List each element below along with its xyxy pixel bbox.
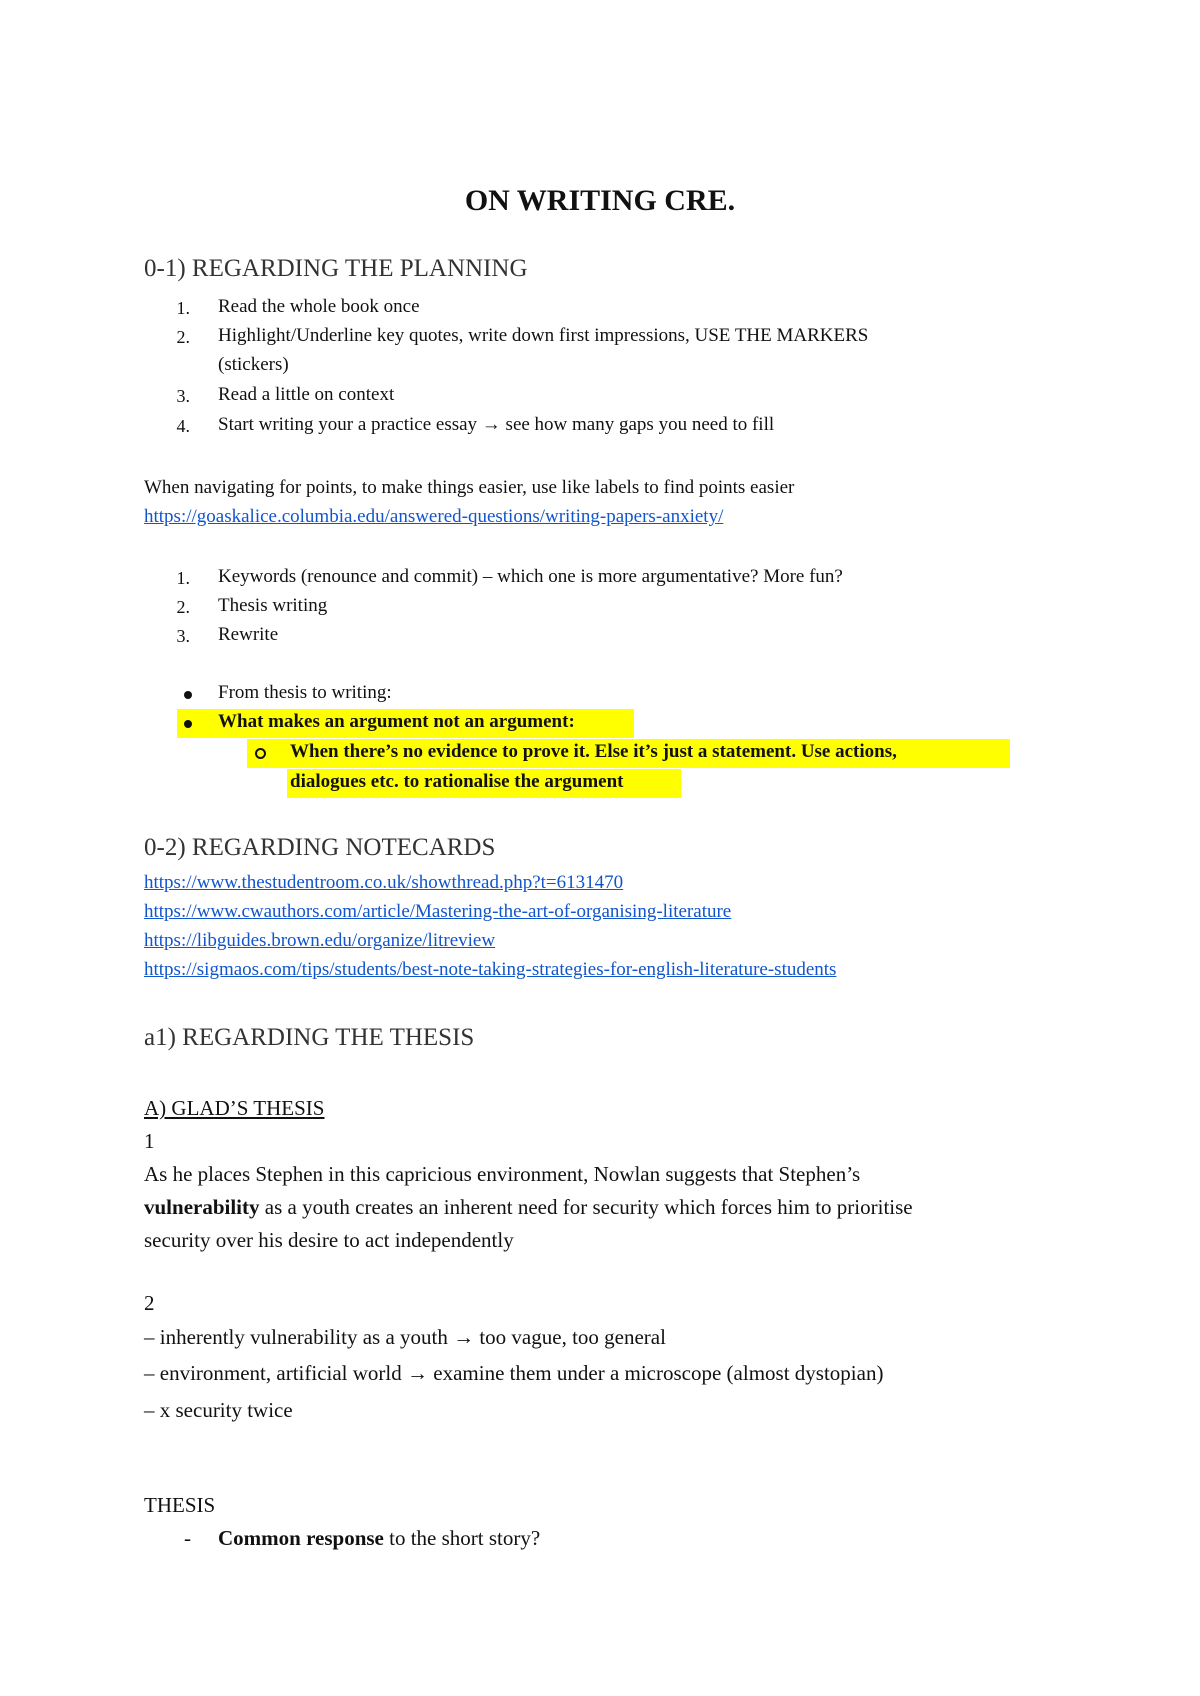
list-item: Thesis writing bbox=[218, 595, 328, 616]
item-number: 2 bbox=[144, 1291, 155, 1315]
highlighted-sub-bullet-text: When there’s no evidence to prove it. Else it’s just a statement. Use actions, bbox=[290, 741, 897, 762]
dash-line: – environment, artificial world → examine them under a microscope (almost dystopian) bbox=[144, 1361, 884, 1385]
page-title: ON WRITING CRE. bbox=[464, 184, 736, 217]
subheading-glads-thesis: A) GLAD’S THESIS bbox=[144, 1096, 325, 1120]
link-sigmaos[interactable]: https://sigmaos.com/tips/students/best-note-taking-strategies-for-english-literature-students bbox=[144, 959, 837, 980]
list-number: 1. bbox=[176, 298, 190, 318]
dash-line: – inherently vulnerability as a youth → too vague, too general bbox=[144, 1325, 666, 1349]
section-heading-planning: 0-1) REGARDING THE PLANNING bbox=[144, 255, 528, 282]
list-item: Keywords (renounce and commit) – which one is more argumentative? More fun? bbox=[218, 566, 843, 587]
sub-bullet-icon bbox=[255, 748, 266, 759]
list-item: Start writing your a practice essay → see how many gaps you need to fill bbox=[218, 414, 775, 435]
dash-bullet: - bbox=[184, 1526, 191, 1550]
link-libguides[interactable]: https://libguides.brown.edu/organize/litreview bbox=[144, 930, 496, 951]
list-number: 4. bbox=[176, 416, 190, 436]
thesis-item-text: to the short story? bbox=[383, 1526, 541, 1550]
list-item: Rewrite bbox=[218, 624, 279, 645]
section-heading-thesis: a1) REGARDING THE THESIS bbox=[144, 1024, 475, 1051]
list-number: 3. bbox=[176, 386, 190, 406]
paragraph-line bbox=[144, 1195, 913, 1220]
paragraph-line: security over his desire to act independently bbox=[144, 1228, 514, 1252]
list-number: 2. bbox=[176, 597, 190, 617]
item-number: 1 bbox=[144, 1129, 155, 1153]
section-heading-notecards: 0-2) REGARDING NOTECARDS bbox=[144, 834, 496, 861]
list-number: 3. bbox=[176, 626, 190, 646]
list-item: Read a little on context bbox=[218, 384, 395, 405]
thesis-item bbox=[218, 1526, 540, 1551]
bullet-icon bbox=[184, 691, 192, 699]
highlighted-sub-bullet-text: dialogues etc. to rationalise the argument bbox=[290, 771, 624, 792]
thesis-label: THESIS bbox=[144, 1493, 216, 1517]
bullet-icon bbox=[184, 720, 192, 728]
list-item-continuation: (stickers) bbox=[218, 354, 289, 375]
bold-word: vulnerability bbox=[144, 1195, 260, 1219]
paragraph-text: as a youth creates an inherent need for security which forces him to prioritise bbox=[259, 1195, 913, 1219]
bullet-text: From thesis to writing: bbox=[218, 682, 392, 703]
dash-line: – x security twice bbox=[144, 1398, 293, 1422]
highlighted-bullet-text: What makes an argument not an argument: bbox=[218, 711, 575, 732]
bold-phrase: Common response bbox=[218, 1526, 384, 1550]
note-text: When navigating for points, to make things easier, use like labels to find points easier bbox=[144, 477, 795, 498]
paragraph-line: As he places Stephen in this capricious environment, Nowlan suggests that Stephen’s bbox=[144, 1162, 861, 1186]
list-item: Highlight/Underline key quotes, write down first impressions, USE THE MARKERS bbox=[218, 325, 869, 346]
link-goaskalice[interactable]: https://goaskalice.columbia.edu/answered-questions/writing-papers-anxiety/ bbox=[144, 506, 724, 527]
list-item: Read the whole book once bbox=[218, 296, 420, 317]
list-number: 1. bbox=[176, 568, 190, 588]
link-cwauthors[interactable]: https://www.cwauthors.com/article/Mastering-the-art-of-organising-literature bbox=[144, 901, 732, 922]
list-number: 2. bbox=[176, 327, 190, 347]
link-thestudentroom[interactable]: https://www.thestudentroom.co.uk/showthread.php?t=6131470 bbox=[144, 872, 624, 893]
